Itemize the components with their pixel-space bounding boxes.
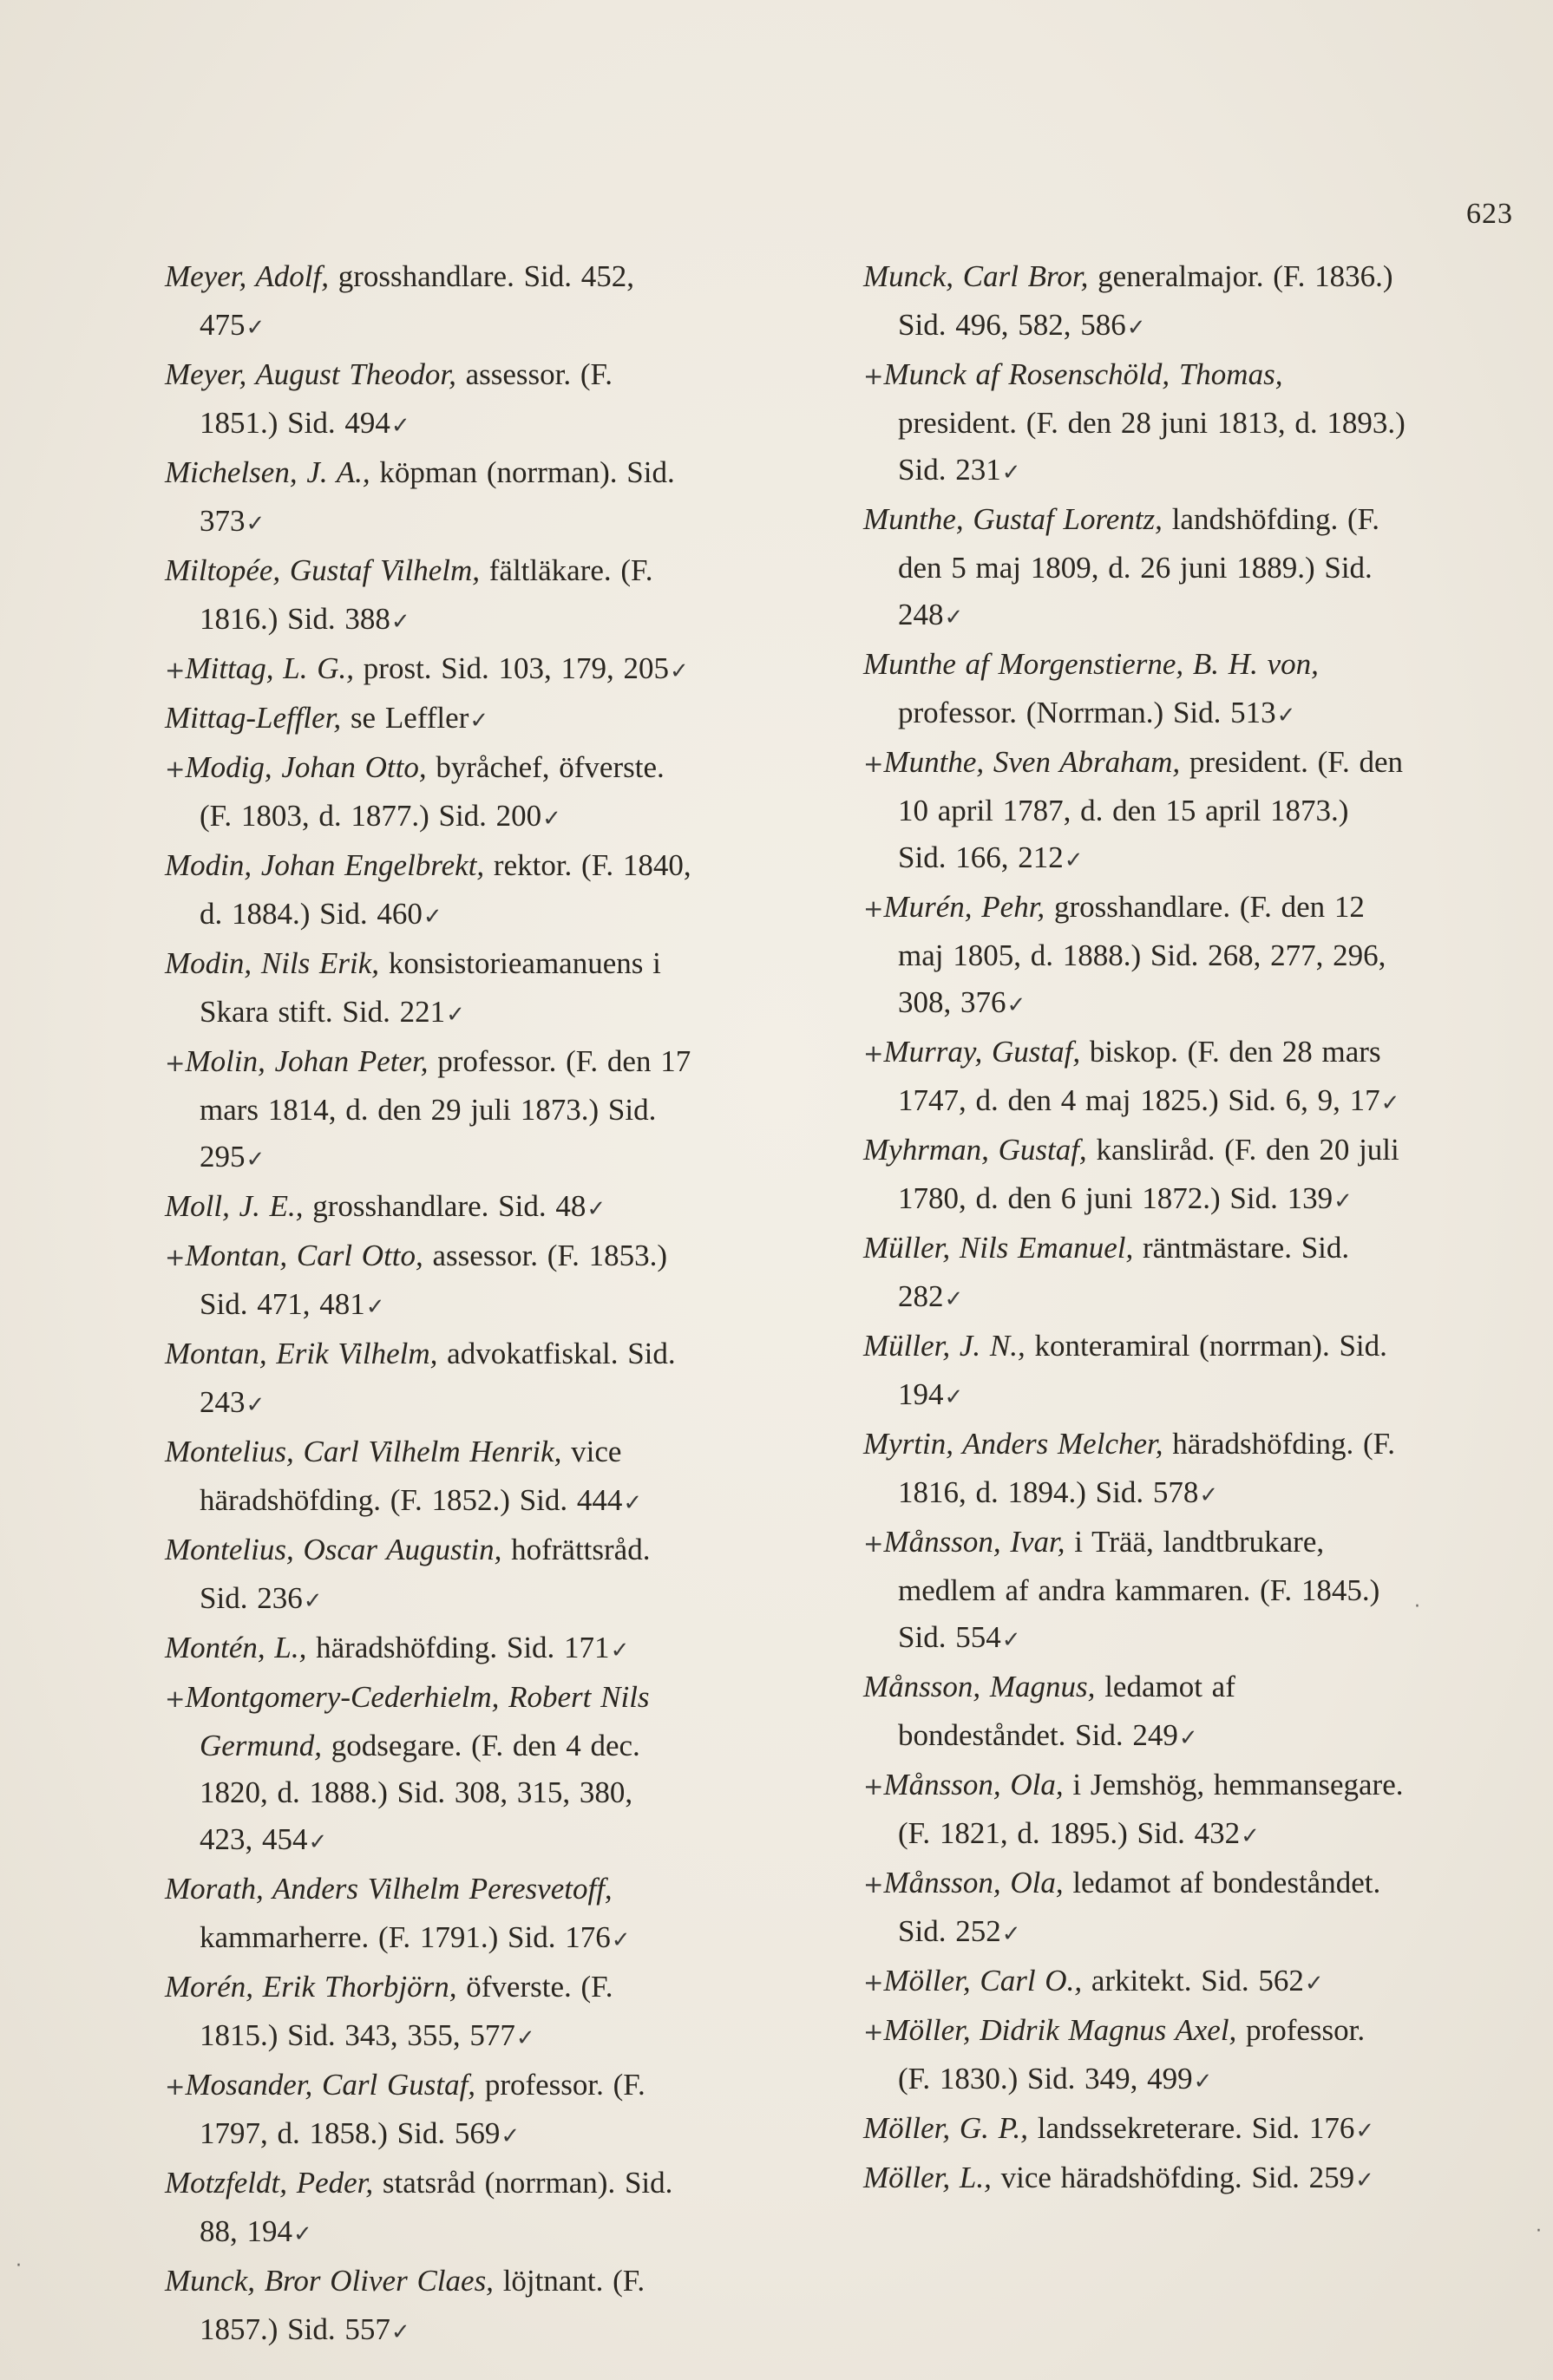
check-mark-icon: ✓: [246, 511, 265, 537]
entry-description: konteramiral (norrman). Sid. 194: [898, 1329, 1387, 1411]
entry-description: professor. (Norrman.) Sid. 513: [898, 696, 1276, 729]
entry-description: grosshandlare. (F. den 12 maj 1805, d. 1888.) Sid. 268, 277, 296, 308, 376: [898, 890, 1386, 1019]
index-entry: [863, 739, 1406, 884]
check-mark-icon: ✓: [1178, 1725, 1198, 1751]
check-mark-icon: ✓: [246, 1147, 265, 1173]
entry-name: Mittag, L. G.,: [185, 651, 355, 685]
check-mark-icon: ✓: [586, 1196, 606, 1222]
index-entry: [863, 1860, 1406, 1958]
entry-description: köpman (norrman). Sid. 373: [200, 455, 675, 538]
index-entry: [165, 1429, 694, 1527]
check-mark-icon: ✓: [293, 2221, 312, 2247]
index-entry: [863, 1029, 1406, 1127]
check-mark-icon: ✓: [303, 1588, 323, 1614]
deceased-cross-mark: +: [863, 1529, 884, 1558]
index-entry: [863, 2007, 1406, 2105]
deceased-cross-mark: +: [863, 1870, 884, 1899]
check-mark-icon: ✓: [1241, 1823, 1260, 1849]
check-mark-icon: ✓: [1355, 2168, 1374, 2194]
entry-description: öfverste. (F. 1815.) Sid. 343, 355, 577: [200, 1970, 613, 2052]
check-mark-icon: ✓: [423, 904, 442, 930]
entry-name: Montgomery-Cederhielm, Robert Nils Germund,: [185, 1680, 650, 1762]
left-column: [165, 253, 694, 2356]
index-entry: [165, 2062, 694, 2160]
index-entry: [165, 940, 694, 1038]
check-mark-icon: ✓: [390, 609, 410, 635]
check-mark-icon: ✓: [944, 605, 964, 631]
check-mark-icon: ✓: [469, 708, 489, 734]
entry-description: grosshandlare. Sid. 48: [303, 1189, 586, 1223]
check-mark-icon: ✓: [308, 1829, 328, 1855]
entry-description: häradshöfding. (F. 1816, d. 1894.) Sid. 578: [898, 1427, 1396, 1509]
check-mark-icon: ✓: [1001, 1627, 1021, 1653]
entry-description: ledamot af bondeståndet. Sid. 249: [898, 1670, 1235, 1752]
entry-name: Müller, J. N.,: [863, 1329, 1026, 1363]
check-mark-icon: ✓: [1355, 2118, 1375, 2144]
entry-name: Möller, Carl O.,: [883, 1964, 1083, 1998]
index-entry: [863, 1762, 1406, 1860]
check-mark-icon: ✓: [542, 806, 561, 832]
entry-name: Montan, Carl Otto,: [185, 1239, 423, 1272]
entry-name: Meyer, Adolf,: [165, 259, 329, 293]
check-mark-icon: ✓: [1001, 460, 1021, 486]
entry-name: Månsson, Ivar,: [883, 1525, 1065, 1559]
entry-name: Munthe af Morgenstierne, B. H. von,: [863, 647, 1319, 681]
entry-name: Mittag-Leffler,: [165, 701, 342, 735]
entry-name: Morath, Anders Vilhelm Peresvetoff,: [165, 1872, 613, 1906]
index-entry: [165, 1964, 694, 2062]
index-entry: [165, 1866, 694, 1964]
entry-description: statsråd (norrman). Sid. 88, 194: [200, 2166, 673, 2248]
index-entry: [863, 884, 1406, 1029]
index-entry: [863, 1127, 1406, 1225]
entry-name: Modig, Johan Otto,: [185, 750, 427, 784]
check-mark-icon: ✓: [1126, 315, 1146, 341]
deceased-cross-mark: +: [863, 362, 884, 390]
deceased-cross-mark: +: [863, 749, 884, 778]
entry-description: professor. (F. den 17 mars 1814, d. den 29 juli 1873.) Sid. 295: [200, 1044, 691, 1174]
entry-name: Möller, G. P.,: [863, 2111, 1029, 2145]
check-mark-icon: ✓: [611, 1927, 631, 1953]
check-mark-icon: ✓: [246, 1392, 265, 1418]
entry-name: Mosander, Carl Gustaf,: [185, 2068, 476, 2102]
entry-description: se Leffler: [341, 701, 469, 735]
page-number: 623: [1466, 198, 1513, 230]
index-entry: [863, 351, 1406, 496]
check-mark-icon: ✓: [501, 2123, 521, 2149]
index-entry: [165, 1625, 694, 1674]
entry-description: byråchef, öfverste. (F. 1803, d. 1877.) Sid. 200: [200, 750, 665, 833]
entry-name: Molin, Johan Peter,: [185, 1044, 429, 1078]
index-entry: [863, 1958, 1406, 2007]
check-mark-icon: ✓: [1380, 1090, 1400, 1116]
check-mark-icon: ✓: [610, 1638, 630, 1664]
deceased-cross-mark: +: [863, 894, 884, 923]
entry-name: Munck, Carl Bror,: [863, 259, 1089, 293]
entry-description: hofrättsråd. Sid. 236: [200, 1533, 651, 1615]
margin-dot-icon: ·: [16, 2255, 22, 2277]
margin-dot-icon: ·: [1536, 2220, 1542, 2242]
index-entry: [165, 1038, 694, 1183]
entry-name: Müller, Nils Emanuel,: [863, 1231, 1134, 1265]
entry-name: Meyer, August Theodor,: [165, 357, 456, 391]
entry-description: i Jemshög, hemmansegare. (F. 1821, d. 1895.) Sid. 432: [898, 1768, 1404, 1850]
entry-name: Möller, L.,: [863, 2161, 992, 2194]
entry-description: konsistorieamanuens i Skara stift. Sid. 221: [200, 946, 661, 1029]
deceased-cross-mark: +: [165, 1243, 186, 1272]
entry-description: assessor. (F. 1853.) Sid. 471, 481: [200, 1239, 668, 1321]
deceased-cross-mark: +: [165, 1049, 186, 1077]
entry-name: Månsson, Magnus,: [863, 1670, 1096, 1703]
entry-name: Munck af Rosenschöld, Thomas,: [883, 357, 1283, 391]
check-mark-icon: ✓: [670, 658, 689, 684]
check-mark-icon: ✓: [1006, 992, 1026, 1018]
check-mark-icon: ✓: [1193, 2069, 1213, 2095]
index-entry: [863, 1664, 1406, 1762]
entry-description: vice häradshöfding. (F. 1852.) Sid. 444: [200, 1435, 623, 1517]
index-entry: [165, 1527, 694, 1625]
margin-mark-icon: ·: [1414, 1596, 1420, 1618]
deceased-cross-mark: +: [165, 755, 186, 783]
deceased-cross-mark: +: [863, 1039, 884, 1068]
index-entry: [165, 2258, 694, 2356]
entry-description: president. (F. den 10 april 1787, d. den 15 april 1873.) Sid. 166, 212: [898, 745, 1404, 874]
index-entry: [863, 1421, 1406, 1519]
index-entry: [165, 547, 694, 645]
check-mark-icon: ✓: [390, 413, 410, 439]
entry-name: Montelius, Carl Vilhelm Henrik,: [165, 1435, 562, 1468]
entry-description: president. (F. den 28 juni 1813, d. 1893.) Sid. 231: [898, 406, 1406, 487]
index-entry: [165, 645, 694, 695]
index-entry: [165, 842, 694, 940]
entry-name: Modin, Nils Erik,: [165, 946, 380, 980]
check-mark-icon: ✓: [1064, 847, 1084, 873]
entry-name: Motzfeldt, Peder,: [165, 2166, 374, 2200]
entry-name: Månsson, Ola,: [883, 1866, 1064, 1899]
entry-name: Montén, L.,: [165, 1631, 307, 1664]
index-entry: [863, 496, 1406, 641]
entry-description: biskop. (F. den 28 mars 1747, d. den 4 maj 1825.) Sid. 6, 9, 17: [898, 1035, 1381, 1117]
entry-name: Morén, Erik Thorbjörn,: [165, 1970, 457, 2004]
entry-description: kansliråd. (F. den 20 juli 1780, d. den 6 juni 1872.) Sid. 139: [898, 1133, 1399, 1215]
check-mark-icon: ✓: [390, 2319, 410, 2345]
entry-name: Munthe, Gustaf Lorentz,: [863, 502, 1163, 536]
deceased-cross-mark: +: [165, 1684, 186, 1713]
index-entry: [165, 2160, 694, 2258]
index-entry: [165, 253, 694, 351]
index-entry: [863, 1323, 1406, 1421]
entry-description: professor. (F. 1797, d. 1858.) Sid. 569: [200, 2068, 645, 2150]
index-entry: [165, 1183, 694, 1232]
check-mark-icon: ✓: [515, 2025, 535, 2051]
entry-description: vice häradshöfding. Sid. 259: [991, 2161, 1355, 2194]
deceased-cross-mark: +: [165, 656, 186, 684]
check-mark-icon: ✓: [944, 1384, 964, 1410]
entry-name: Moll, J. E.,: [165, 1189, 304, 1223]
entry-name: Michelsen, J. A.,: [165, 455, 370, 489]
index-entry: [863, 2154, 1406, 2204]
deceased-cross-mark: +: [863, 1968, 884, 1997]
entry-description: ledamot af bondeståndet. Sid. 252: [898, 1866, 1381, 1948]
deceased-cross-mark: +: [863, 1772, 884, 1801]
index-entry: [165, 449, 694, 547]
entry-name: Möller, Didrik Magnus Axel,: [883, 2013, 1237, 2047]
check-mark-icon: ✓: [944, 1286, 964, 1312]
entry-description: arkitekt. Sid. 562: [1082, 1964, 1304, 1998]
entry-description: rektor. (F. 1840, d. 1884.) Sid. 460: [200, 848, 691, 931]
entry-name: Murén, Pehr,: [883, 890, 1045, 924]
check-mark-icon: ✓: [246, 315, 265, 341]
entry-name: Montan, Erik Vilhelm,: [165, 1337, 438, 1370]
index-entry: [165, 1331, 694, 1429]
check-mark-icon: ✓: [1304, 1971, 1324, 1997]
check-mark-icon: ✓: [1199, 1482, 1219, 1508]
check-mark-icon: ✓: [446, 1002, 465, 1028]
entry-description: assessor. (F. 1851.) Sid. 494: [200, 357, 613, 440]
entry-description: generalmajor. (F. 1836.) Sid. 496, 582, 586: [898, 259, 1393, 342]
entry-description: godsegare. (F. den 4 dec. 1820, d. 1888.) Sid. 308, 315, 380, 423, 454: [200, 1729, 640, 1856]
entry-name: Månsson, Ola,: [883, 1768, 1064, 1801]
entry-name: Murray, Gustaf,: [883, 1035, 1081, 1069]
index-entry: [863, 1225, 1406, 1323]
deceased-cross-mark: +: [863, 2017, 884, 2046]
entry-name: Munck, Bror Oliver Claes,: [165, 2264, 494, 2298]
index-entry: [863, 2105, 1406, 2154]
index-entry: [863, 1519, 1406, 1664]
index-entry: [165, 1674, 694, 1866]
entry-description: löjtnant. (F. 1857.) Sid. 557: [200, 2264, 645, 2346]
entry-description: grosshandlare. Sid. 452, 475: [200, 259, 635, 342]
entry-description: prost. Sid. 103, 179, 205: [354, 651, 669, 685]
entry-name: Myrtin, Anders Melcher,: [863, 1427, 1163, 1461]
check-mark-icon: ✓: [1001, 1921, 1021, 1947]
entry-description: advokatfiskal. Sid. 243: [200, 1337, 676, 1419]
entry-description: professor. (F. 1830.) Sid. 349, 499: [898, 2013, 1366, 2096]
entry-description: häradshöfding. Sid. 171: [306, 1631, 610, 1664]
index-entry: [863, 253, 1406, 351]
index-entry: [165, 1232, 694, 1331]
entry-name: Munthe, Sven Abraham,: [883, 745, 1181, 779]
right-column: [863, 253, 1406, 2204]
entry-description: räntmästare. Sid. 282: [898, 1231, 1350, 1313]
entry-description: fältläkare. (F. 1816.) Sid. 388: [200, 553, 653, 636]
entry-description: kammarherre. (F. 1791.) Sid. 176: [200, 1920, 611, 1954]
index-entry: [165, 744, 694, 842]
entry-description: i Trää, landtbrukare, medlem af andra kammaren. (F. 1845.) Sid. 554: [898, 1525, 1380, 1654]
entry-description: landssekreterare. Sid. 176: [1028, 2111, 1355, 2145]
check-mark-icon: ✓: [1276, 703, 1296, 729]
deceased-cross-mark: +: [165, 2072, 186, 2101]
entry-name: Montelius, Oscar Augustin,: [165, 1533, 502, 1566]
check-mark-icon: ✓: [1333, 1188, 1353, 1214]
index-entry: [165, 351, 694, 449]
index-entry: [165, 695, 694, 744]
check-mark-icon: ✓: [623, 1490, 643, 1516]
entry-name: Modin, Johan Engelbrekt,: [165, 848, 485, 882]
entry-description: landshöfding. (F. den 5 maj 1809, d. 26 juni 1889.) Sid. 248: [898, 502, 1380, 631]
check-mark-icon: ✓: [365, 1294, 385, 1320]
entry-name: Miltopée, Gustaf Vilhelm,: [165, 553, 481, 587]
entry-name: Myhrman, Gustaf,: [863, 1133, 1087, 1167]
index-entry: [863, 641, 1406, 739]
